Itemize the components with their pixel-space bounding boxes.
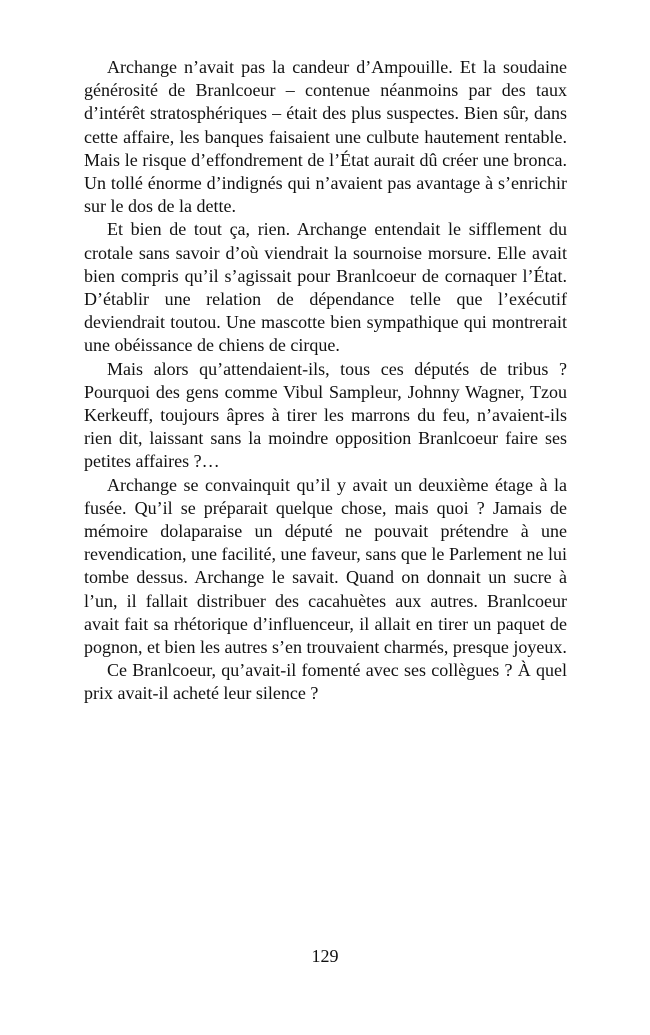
paragraph-4: Archange se convainquit qu’il y avait un deuxième étage à la fusée. Qu’il se préparait quelque chose, mais quoi ? Jamais de mémoire dolaparaise un député ne pouvait prétendre à une revendication, une facilité, une faveur, sans que le Parlement ne lui tombe dessus. Archange le savait. Quand on donnait un sucre à l’un, il fallait distribuer des cacahuètes aux autres. Branlcoeur avait fait sa rhétorique d’influenceur, il allait en tirer un paquet de pognon, et bien les autres s’en trouvaient charmés, presque joyeux. bbox=[84, 474, 567, 658]
body-text bbox=[84, 56, 567, 706]
page-number: 129 bbox=[311, 946, 339, 966]
paragraph-1: Archange n’avait pas la candeur d’Ampouille. Et la soudaine générosité de Branlcoeur – contenue néanmoins par des taux d’intérêt stratosphériques – était des plus suspectes. Bien sûr, dans cette affaire, les banques faisaient une culbute hautement rentable. Mais le risque d’effondrement de l’État aurait dû créer une bronca. Un tollé énorme d’indignés qui n’avaient pas avantage à s’enrichir sur le dos de la dette. bbox=[84, 57, 567, 217]
paragraph-5: Ce Branlcoeur, qu’avait-il fomenté avec ses collègues ? À quel prix avait-il acheté leur silence ? bbox=[84, 660, 567, 704]
paragraph-2: Et bien de tout ça, rien. Archange entendait le sifflement du crotale sans savoir d’où viendrait la sournoise morsure. Elle avait bien compris qu’il s’agissait pour Branlcoeur de cornaquer l’État. D’établir une relation de dépendance telle que l’exécutif deviendrait toutou. Une mascotte bien sympathique qui montrerait une obéissance de chiens de cirque. bbox=[84, 219, 567, 356]
paragraph-3: Mais alors qu’attendaient-ils, tous ces députés de tribus ? Pourquoi des gens comme Vibul Sampleur, Johnny Wagner, Tzou Kerkeuff, toujours âpres à tirer les marrons du feu, n’avaient-ils rien dit, laissant sans la moindre opposition Branlcoeur faire ses petites affaires ?… bbox=[84, 358, 567, 472]
